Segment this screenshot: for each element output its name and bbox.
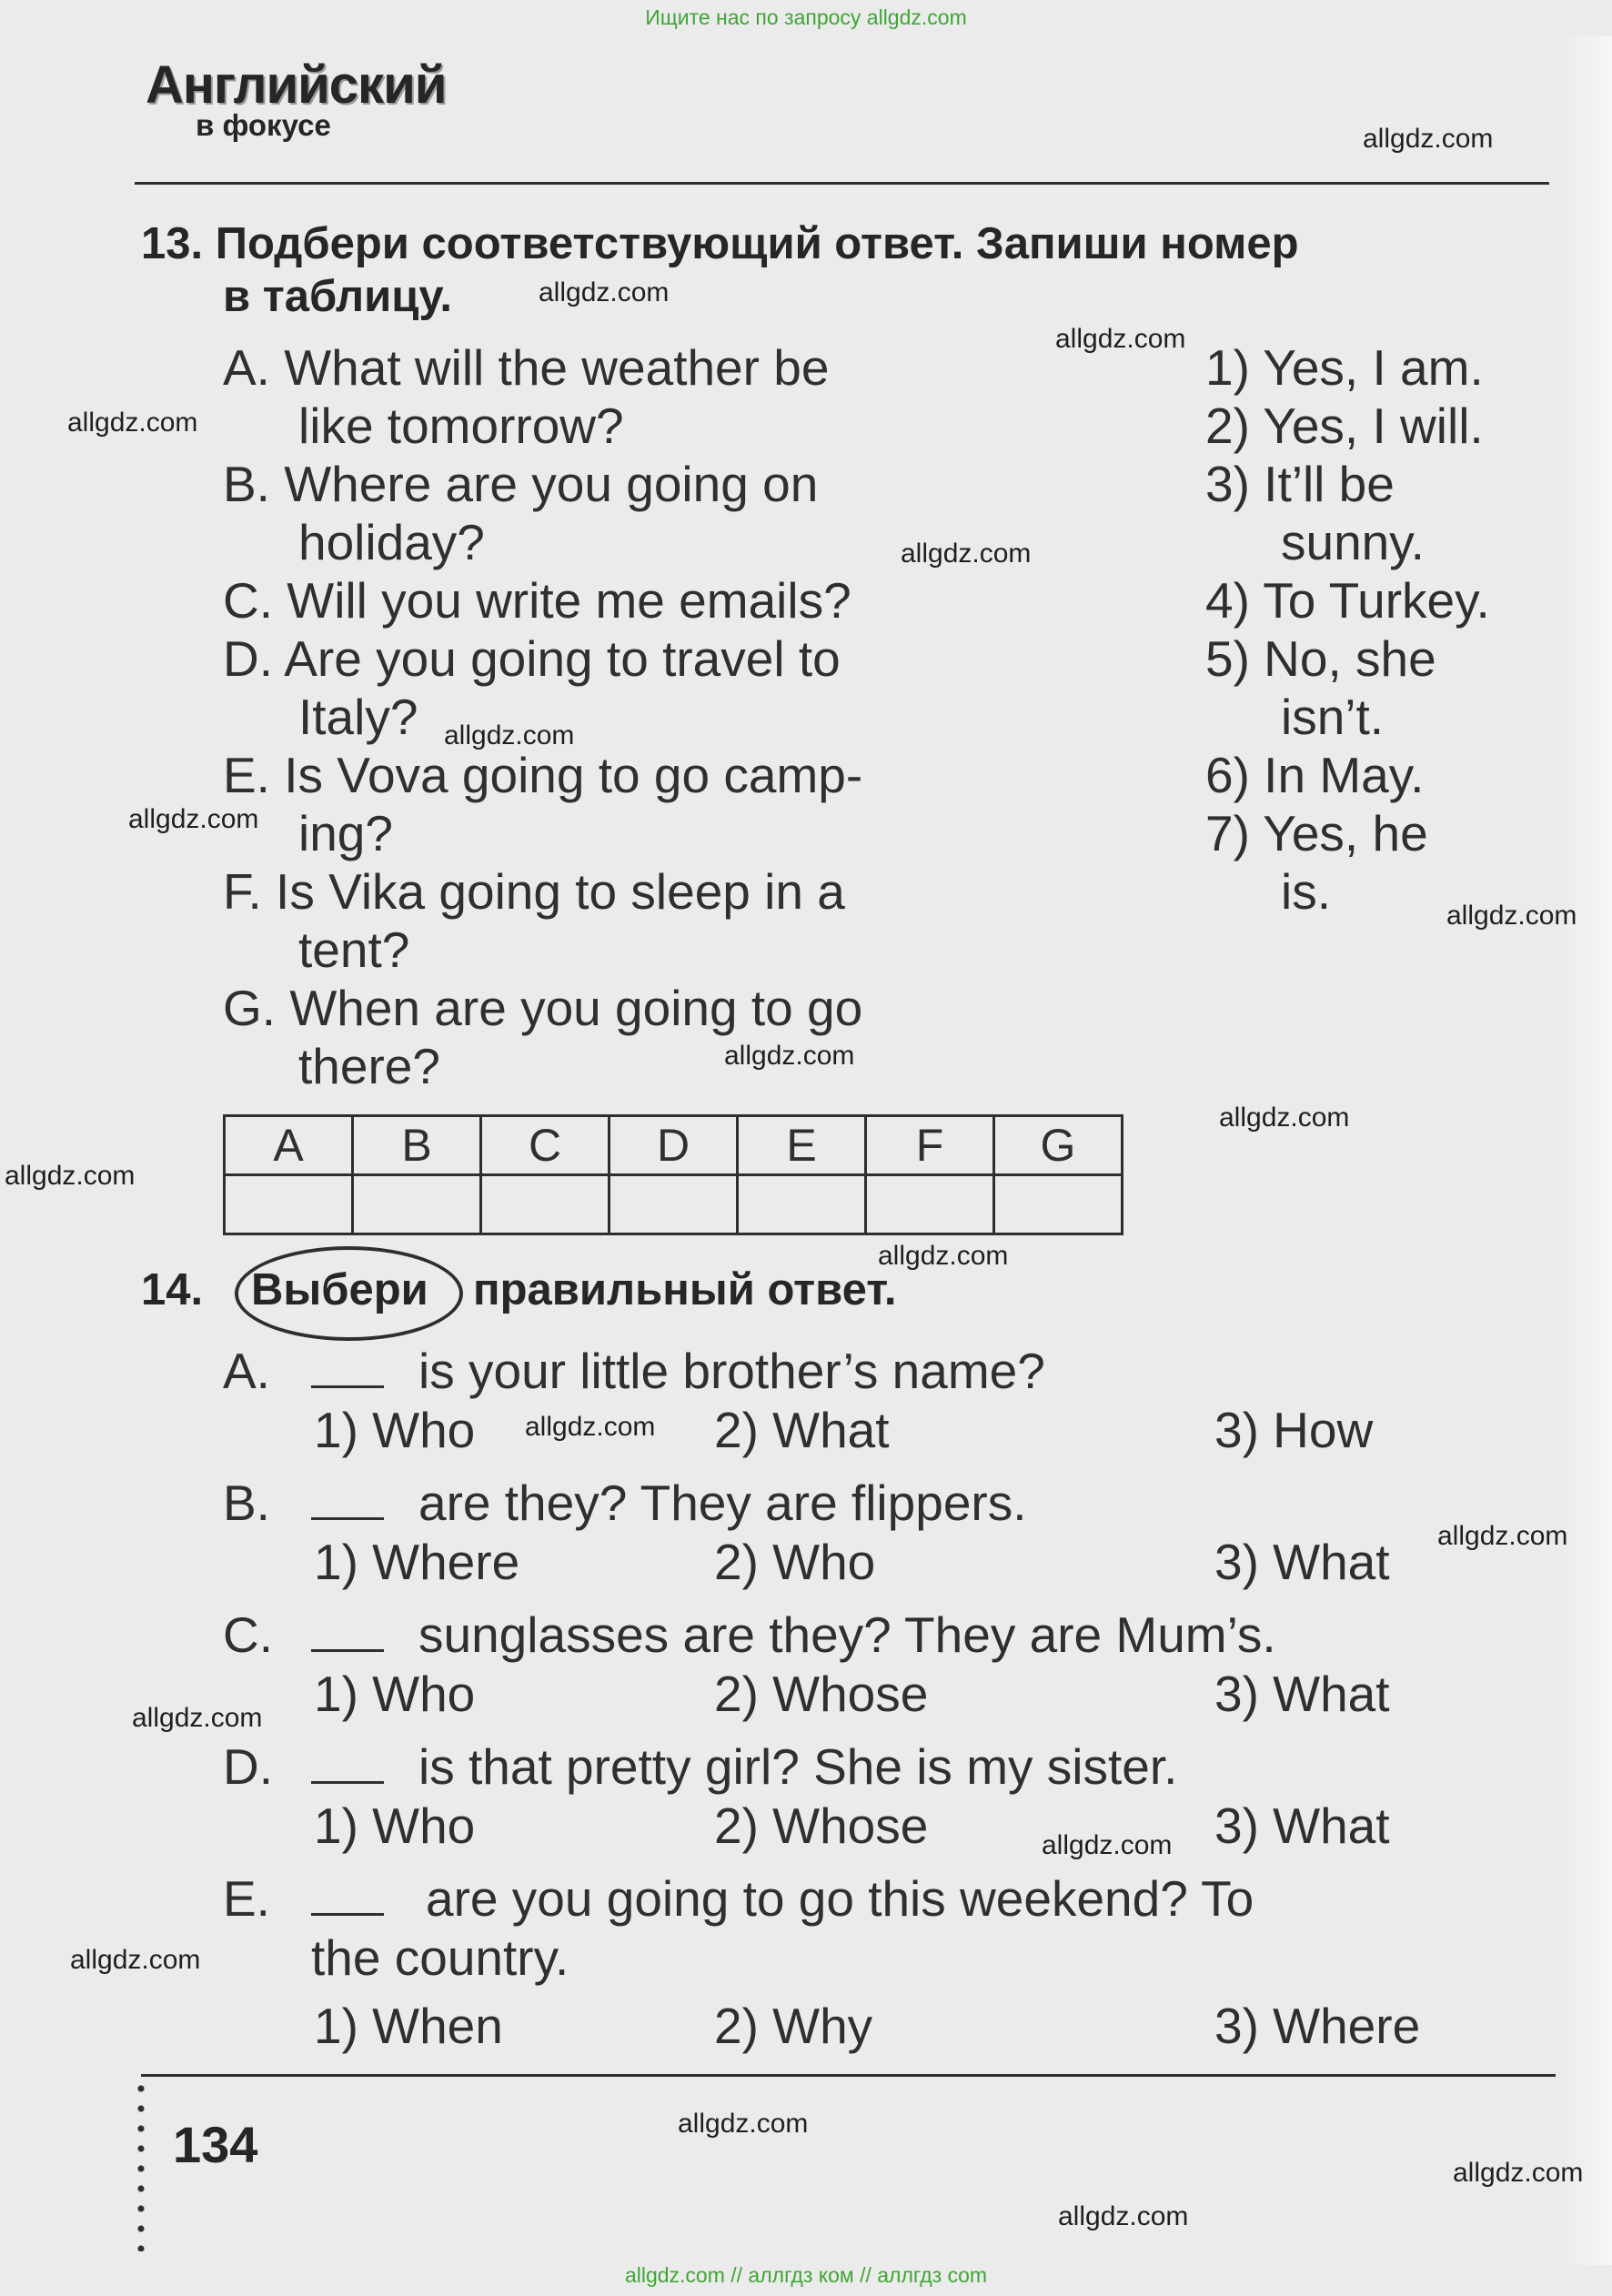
ex13-answer-line: 2) Yes, I will. [1205,398,1484,454]
ex13-question-line: B. Where are you going on [223,456,819,512]
watermark: allgdz.com [70,1945,201,1975]
ex13-answer-line: 6) In May. [1205,747,1425,803]
ex13-question-line: D. Are you going to travel to [223,630,841,687]
ex13-question-line: like tomorrow? [298,398,624,454]
answer-cell[interactable] [994,1175,1123,1234]
ex14-blank[interactable] [311,1737,384,1796]
ex13-question-line: Italy? [298,689,418,745]
ex14-option[interactable]: 2) Who [714,1534,876,1590]
watermark: allgdz.com [901,539,1032,569]
ex14-option[interactable]: 3) What [1214,1798,1390,1854]
watermark: allgdz.com [678,2109,809,2139]
page-number: 134 [173,2116,258,2173]
ex14-heading-rest: правильный ответ. [473,1265,897,1314]
ex13-question-line: C. Will you write me emails? [223,572,851,629]
answer-table-header-row [225,1116,1123,1175]
ex14-blank[interactable] [311,1474,384,1532]
ex14-item-text: are you going to go this weekend? To [426,1870,1254,1927]
ex13-question-line: F. Is Vika going to sleep in a [223,863,845,920]
dotted-margin [136,2079,146,2251]
ex13-heading-line1: 13. Подбери соответствующий ответ. Запиши номер [141,219,1299,268]
watermark: allgdz.com [724,1041,855,1071]
watermark: allgdz.com [1437,1521,1568,1551]
ex14-item-letter: D. [223,1738,273,1795]
answer-table-header: A [225,1116,353,1175]
watermark: allgdz.com [525,1412,656,1442]
ex14-item-text-continued: the country. [311,1929,569,1986]
ex14-option[interactable]: 3) What [1214,1534,1390,1590]
ex13-question-line: tent? [298,921,410,978]
ex13-answer-line: 7) Yes, he [1205,805,1428,861]
answer-table-header: E [738,1116,866,1175]
ex14-item-text: is that pretty girl? She is my sister. [418,1738,1178,1795]
ex13-question-line: ing? [298,805,393,861]
ex14-number: 14. [141,1265,204,1314]
ex13-question-line: E. Is Vova going to go camp- [223,747,863,803]
watermark: allgdz.com [67,408,198,438]
ex13-question-line: G. When are you going to go [223,980,863,1036]
answer-table-header: D [610,1116,738,1175]
answer-table-header: B [353,1116,481,1175]
ex14-option[interactable]: 3) How [1214,1402,1374,1458]
ex14-blank[interactable] [311,1869,384,1928]
ex13-answer-line: 3) It’ll be [1205,456,1395,512]
answer-cell[interactable] [738,1175,866,1234]
bottom-rule [141,2074,1556,2077]
ex14-item-text: sunglasses are they? They are Mum’s. [418,1606,1276,1663]
ex14-option[interactable]: 2) Whose [714,1798,929,1854]
page-edge-shadow [1557,36,1612,2265]
answer-cell[interactable] [610,1175,738,1234]
answer-cell[interactable] [225,1175,353,1234]
ex13-question-line: holiday? [298,514,485,570]
watermark: allgdz.com [1446,901,1577,931]
bottom-banner[interactable]: allgdz.com // аллгдз ком // аллгдз com [624,2263,988,2287]
ex13-question-line: there? [298,1038,440,1094]
ex14-item-letter: A. [223,1343,270,1399]
answer-cell[interactable] [353,1175,481,1234]
watermark: allgdz.com [132,1703,263,1733]
ex14-item-letter: B. [223,1475,270,1531]
watermark: allgdz.com [1055,324,1186,354]
answer-table-header: G [994,1116,1123,1175]
answer-cell[interactable] [481,1175,610,1234]
watermark: allgdz.com [1042,1830,1173,1860]
watermark: allgdz.com [1453,2158,1584,2188]
ex14-option[interactable]: 2) What [714,1402,890,1458]
watermark: allgdz.com [1363,124,1494,154]
watermark: allgdz.com [5,1161,136,1191]
ex14-option[interactable]: 1) Who [314,1666,476,1722]
ex13-answer-line: sunny. [1281,514,1425,570]
ex14-verb: Выбери [251,1265,428,1314]
ex14-item-text: is your little brother’s name? [418,1343,1045,1399]
ex13-answer-line: is. [1281,863,1331,920]
ex14-option[interactable]: 3) What [1214,1666,1390,1722]
watermark: allgdz.com [878,1241,1009,1271]
ex14-option[interactable]: 2) Why [714,1998,873,2054]
watermark: allgdz.com [539,277,670,307]
logo-subtitle: в фокусе [196,108,331,142]
watermark: allgdz.com [128,804,259,834]
ex14-option[interactable]: 1) Where [314,1534,520,1590]
ex14-item-text: are they? They are flippers. [418,1475,1027,1531]
ex14-item-letter: C. [223,1606,273,1663]
watermark: allgdz.com [444,720,575,750]
answer-table-input-row [225,1175,1123,1234]
ex14-item-letter: E. [223,1870,270,1927]
ex13-answer-line: 4) To Turkey. [1205,572,1490,629]
ex14-option[interactable]: 1) Who [314,1402,476,1458]
ex14-option[interactable]: 1) Who [314,1798,476,1854]
ex14-blank[interactable] [311,1342,384,1400]
ex14-blank[interactable] [311,1606,384,1664]
ex13-answer-line: 5) No, she [1205,630,1436,687]
top-rule [135,182,1549,185]
ex13-answer-line: 1) Yes, I am. [1205,339,1484,396]
ex14-option[interactable]: 1) When [314,1998,503,2054]
ex14-option[interactable]: 3) Where [1214,1998,1421,2054]
logo-title: Английский [146,55,447,115]
answer-table [223,1114,1123,1235]
ex13-question-line: A. What will the weather be [223,339,830,396]
ex13-answer-line: isn’t. [1281,689,1385,745]
ex13-heading-line2: в таблицу. [223,272,452,321]
ex14-option[interactable]: 2) Whose [714,1666,929,1722]
answer-cell[interactable] [866,1175,994,1234]
answer-table-header: F [866,1116,994,1175]
answer-table-header: C [481,1116,610,1175]
book-logo [146,55,447,164]
watermark: allgdz.com [1058,2201,1189,2231]
watermark: allgdz.com [1219,1103,1350,1133]
top-banner[interactable]: Ищите нас по запросу allgdz.com [645,5,967,29]
